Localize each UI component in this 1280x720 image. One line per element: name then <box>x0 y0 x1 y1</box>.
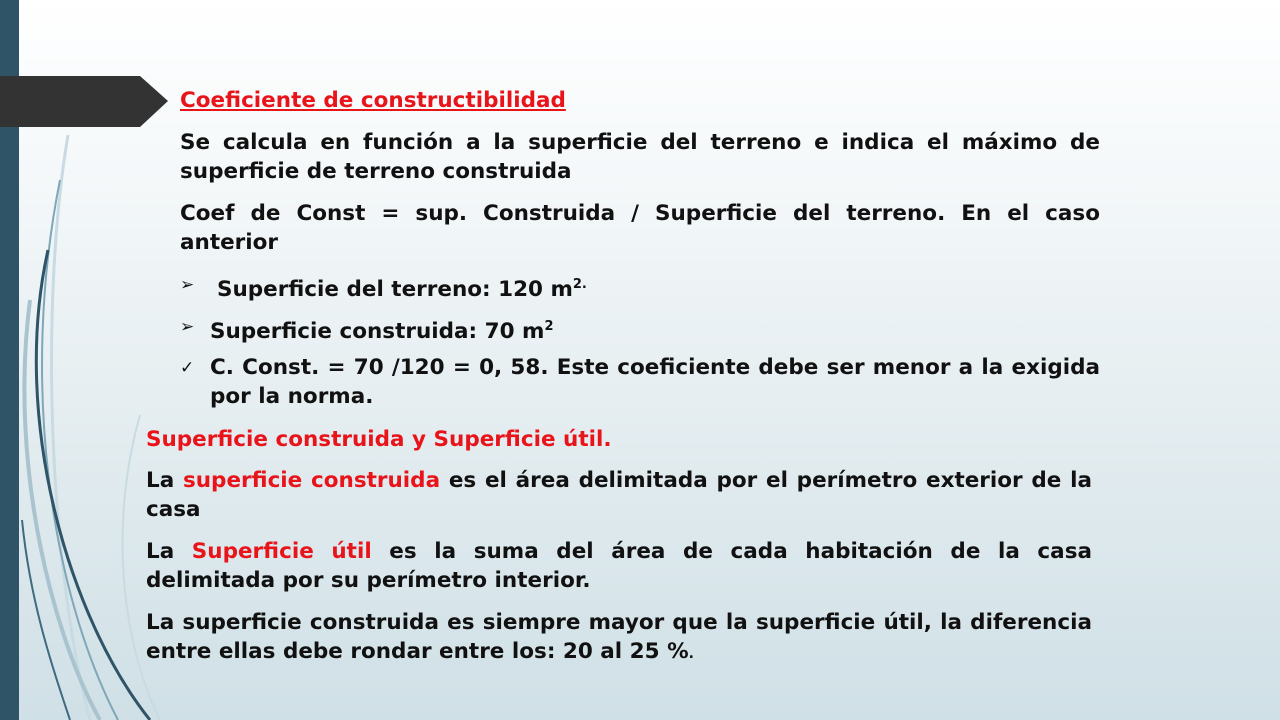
arrow-bullet-icon: ➢ <box>180 275 195 295</box>
highlight-text: superficie construida <box>182 468 441 493</box>
arrow-banner <box>0 76 168 127</box>
section2-paragraph-3: La superficie construida es siempre mayor que la superficie útil, la diferencia entre ellas debe rondar entre los: 20 al 25 %. <box>146 610 1092 664</box>
arrow-bullet-icon: ➢ <box>180 317 195 337</box>
list-item <box>180 313 1100 347</box>
section1-heading: Coeficiente de constructibilidad <box>180 88 566 113</box>
list-item-text: Superficie construida: 70 $m^2$ <box>210 319 554 344</box>
section1-paragraph-2: Coef de Const = sup. Construida / Superficie del terreno. En el caso anterior <box>180 201 1100 255</box>
section2-paragraph-1: La superficie construida es el área delimitada por el perímetro exterior de la casa <box>146 468 1092 522</box>
list-item-text: C. Const. = 70 /120 = 0, 58. Este coeficiente debe ser menor a la exigida por la norma. <box>210 355 1100 409</box>
checkmark-icon: ✓ <box>180 358 195 378</box>
list-item <box>180 354 1100 411</box>
section1-paragraph-1: Se calcula en función a la superficie del terreno e indica el máximo de superficie de terreno construida <box>180 130 1100 184</box>
section2-heading: Superficie construida y Superficie útil. <box>146 427 612 452</box>
list-item <box>180 271 1100 305</box>
highlight-text: Superficie útil <box>191 539 372 564</box>
list-item-text: Superficie del terreno: 120 $m^{2.}$ <box>217 277 587 302</box>
section2-paragraph-2: La Superficie útil es la suma del área de cada habitación de la casa delimitada por su perímetro interior. <box>146 539 1092 593</box>
